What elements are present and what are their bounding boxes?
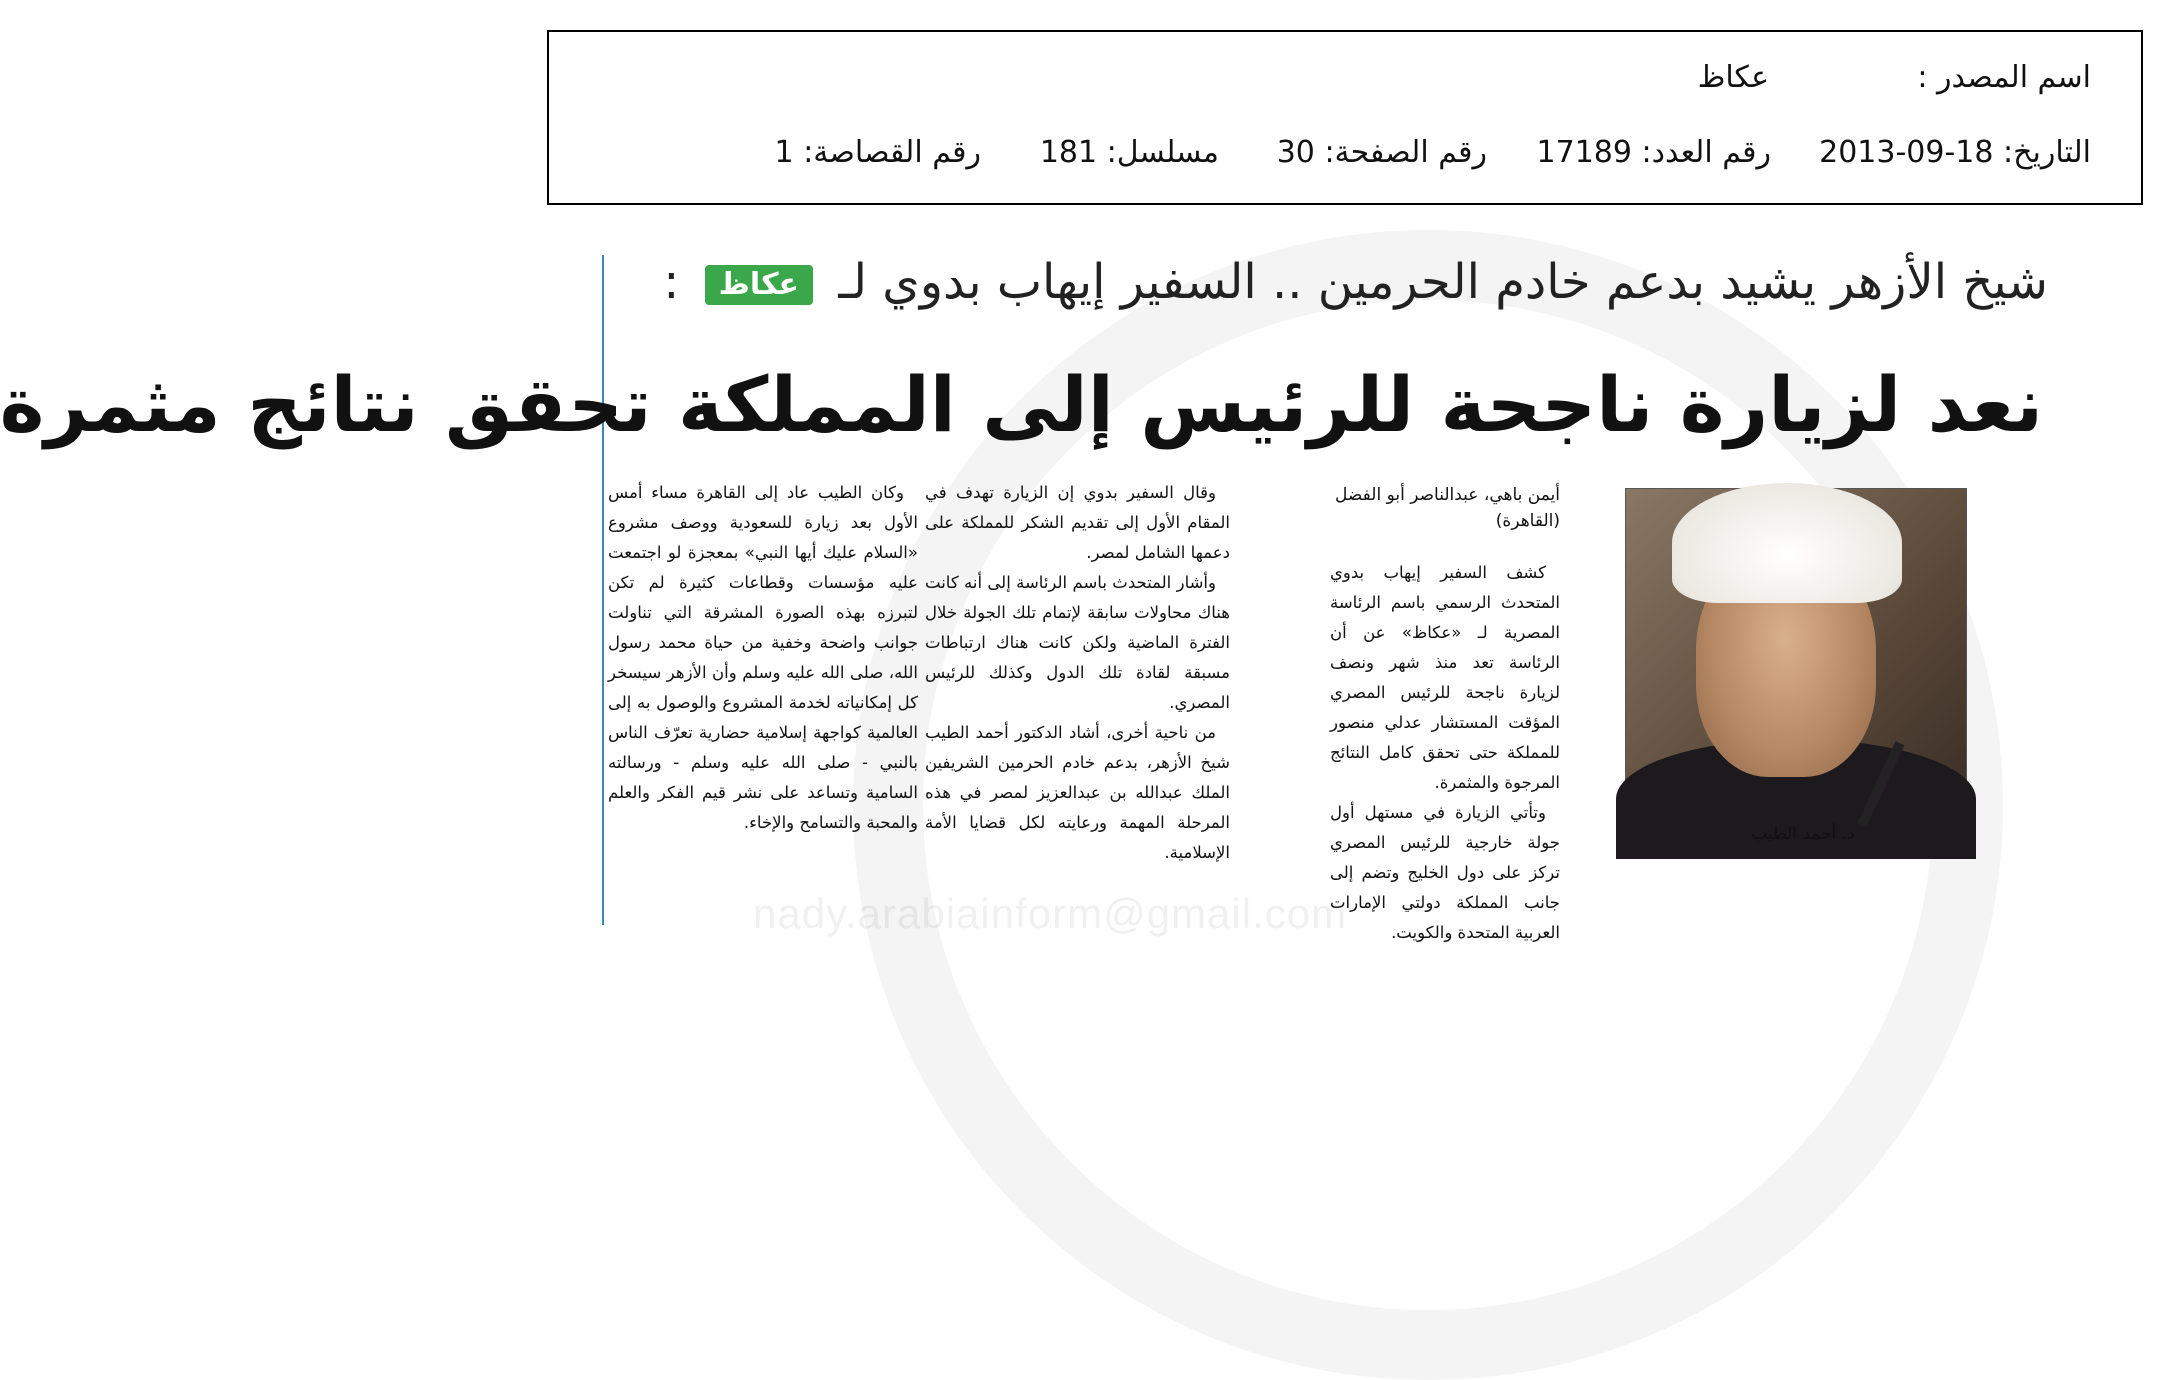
paragraph: كشف السفير إيهاب بدوي المتحدث الرسمي باسم الرئاسة المصرية لـ «عكاظ» عن أن الرئاسة تعد منذ شهر ونصف لزيارة ناجحة للرئيس المصري المؤقت المستشار عدلي منصور للمملكة حتى تحقق كامل النتائج المرجوة والمثمرة.	[1330, 563, 1560, 792]
watermark-email: nady.arabiainform@gmail.com	[753, 890, 1348, 937]
okaz-logo: عكاظ	[705, 265, 813, 305]
page-field	[1277, 129, 1487, 177]
header-row-source	[549, 54, 2141, 102]
date-value: 2013-09-18	[1819, 135, 1994, 170]
source-label: اسم المصدر :	[1917, 60, 2091, 95]
byline-city: (القاهرة)	[1495, 511, 1560, 531]
kicker-colon: :	[663, 254, 680, 310]
source-value: عكاظ	[1697, 60, 1769, 95]
article-column-1	[1330, 558, 1560, 948]
portrait-photo	[1625, 488, 1967, 820]
serial-field	[1040, 129, 1219, 177]
clip-field	[775, 129, 981, 177]
header-row-details	[549, 129, 2141, 177]
clip-value: 1	[774, 135, 794, 170]
photo-caption: د. أحمد الطيب	[1751, 824, 1855, 844]
serial-label: مسلسل:	[1106, 135, 1219, 170]
byline	[1270, 482, 1560, 534]
page-value: 30	[1276, 135, 1315, 170]
headline: نعد لزيارة ناجحة للرئيس إلى المملكة تحقق نتائج مثمرة	[0, 360, 2043, 449]
photo-turban	[1672, 483, 1902, 603]
issue-field	[1537, 129, 1771, 177]
paragraph: وتأتي الزيارة في مستهل أول جولة خارجية للرئيس المصري تركز على دول الخليج وتضم إلى جانب المملكة دولتي الإمارات العربية المتحدة والكويت.	[1330, 803, 1560, 942]
serial-value: 181	[1039, 135, 1098, 170]
paragraph: وكان الطيب عاد إلى القاهرة مساء أمس الأول بعد زيارة للسعودية ووصف مشروع «السلام عليك أيها النبي» بمعجزة لو اجتمعت عليه مؤسسات وقطاعات كثيرة لم تكن لتبرزه بهذه الصورة المشرقة التي تناولت جوانب واضحة وخفية من حياة محمد رسول الله، صلى الله عليه وسلم وأن الأزهر سيسخر كل إمكانياته لخدمة المشروع والوصول به إلى العالمية كواجهة إسلامية حضارية تعرّف الناس بالنبي - صلى الله عليه وسلم - ورسالته السامية وتساعد على نشر قيم الفكر والعلم والمحبة والتسامح والإخاء.	[608, 483, 918, 832]
paragraph: وقال السفير بدوي إن الزيارة تهدف في المقام الأول إلى تقديم الشكر للمملكة على دعمها الشامل لمصر.	[925, 483, 1230, 562]
issue-value: 17189	[1536, 135, 1632, 170]
article-column-3	[608, 478, 918, 838]
kicker-text: شيخ الأزهر يشيد بدعم خادم الحرمين .. السفير إيهاب بدوي لـ	[838, 254, 2048, 310]
metadata-header	[547, 30, 2143, 205]
paragraph: من ناحية أخرى، أشاد الدكتور أحمد الطيب شيخ الأزهر، بدعم خادم الحرمين الشريفين الملك عبدالله بن عبدالعزيز لمصر في هذه المرحلة المهمة ورعايته لكل قضايا الأمة الإسلامية.	[925, 723, 1230, 862]
clip-label: رقم القصاصة:	[803, 135, 981, 170]
kicker-line	[663, 250, 2048, 314]
article-column-2	[925, 478, 1230, 868]
newspaper-clipping	[0, 240, 2143, 942]
page-label: رقم الصفحة:	[1324, 135, 1487, 170]
date-label: التاريخ:	[2003, 135, 2091, 170]
paragraph: وأشار المتحدث باسم الرئاسة إلى أنه كانت هناك محاولات سابقة لإتمام تلك الجولة خلال الفترة الماضية ولكن كانت هناك ارتباطات مسبقة لقادة تلك الدول وكذلك للرئيس المصري.	[925, 573, 1230, 712]
issue-label: رقم العدد:	[1641, 135, 1771, 170]
byline-names: أيمن باهي، عبدالناصر أبو الفضل	[1335, 485, 1560, 505]
date-field	[1819, 129, 2091, 177]
